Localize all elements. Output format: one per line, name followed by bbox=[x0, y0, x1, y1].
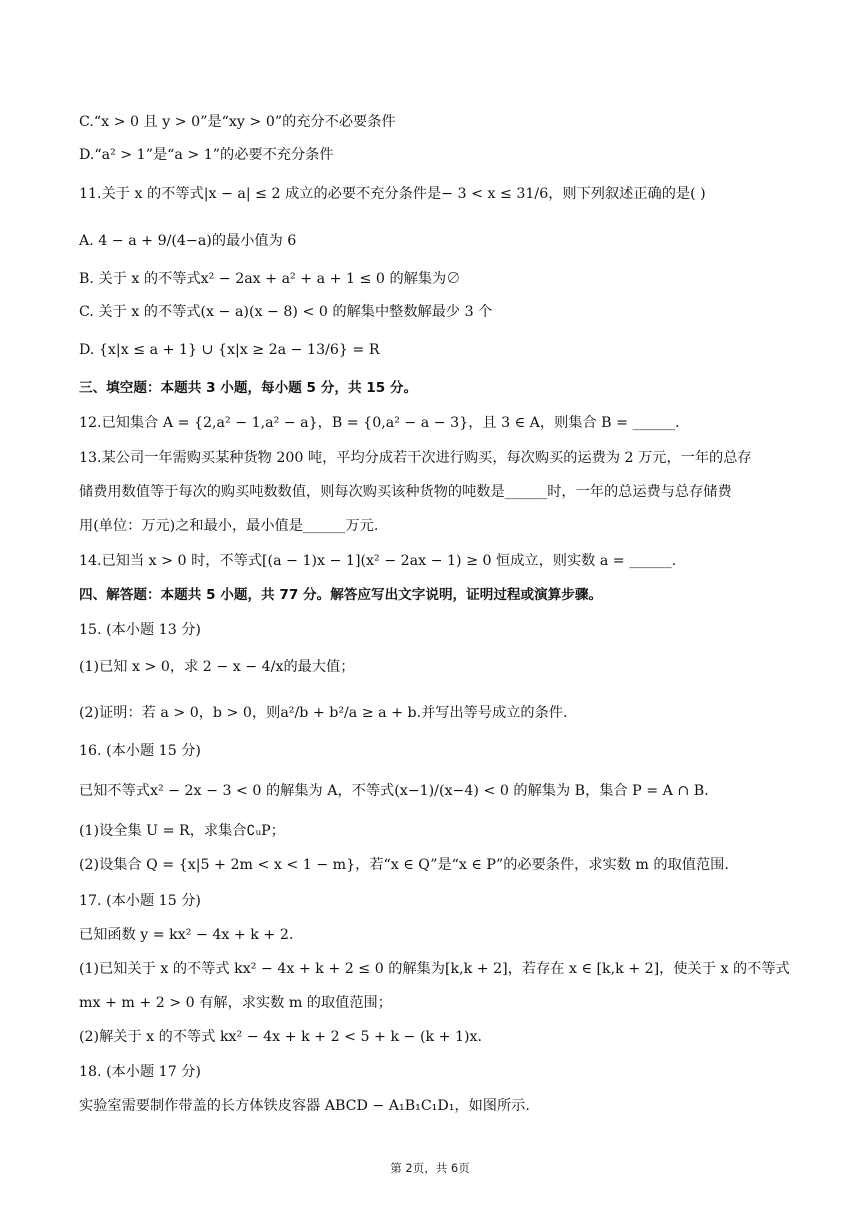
text-line: 已知不等式x² − 2x − 3 < 0 的解集为 A，不等式(x−1)/(x−4) < 0 的解集为 B，集合 P = A ∩ B. bbox=[79, 783, 709, 799]
text-line: 14.已知当 x > 0 时，不等式[(a − 1)x − 1](x² − 2ax − 1) ≥ 0 恒成立，则实数 a = ______. bbox=[79, 553, 677, 569]
text-line: 15. (本小题 13 分) bbox=[79, 622, 201, 638]
section-heading: 三、填空题：本题共 3 小题，每小题 5 分，共 15 分。 bbox=[79, 380, 418, 396]
text-line: (2)设集合 Q = {x|5 + 2m < x < 1 − m}，若“x ∈ Q”是“x ∈ P”的必要条件，求实数 m 的取值范围. bbox=[79, 857, 729, 873]
text-line: 17. (本小题 15 分) bbox=[79, 893, 201, 909]
text-line: C.“x > 0 且 y > 0”是“xy > 0”的充分不必要条件 bbox=[79, 114, 396, 130]
text-line: 13.某公司一年需购买某种货物 200 吨，平均分成若干次进行购买，每次购买的运费为 2 万元，一年的总存 bbox=[79, 450, 752, 466]
text-line: D.“a² > 1”是“a > 1”的必要不充分条件 bbox=[79, 147, 334, 163]
text-line: (1)已知关于 x 的不等式 kx² − 4x + k + 2 ≤ 0 的解集为[k,k + 2]，若存在 x ∈ [k,k + 2]，使关于 x 的不等式 bbox=[79, 961, 790, 977]
section-heading: 四、解答题：本题共 5 小题，共 77 分。解答应写出文字说明，证明过程或演算步骤。 bbox=[79, 587, 603, 603]
text-line: 用(单位：万元)之和最小，最小值是______万元. bbox=[79, 518, 379, 534]
text-line: 16. (本小题 15 分) bbox=[79, 743, 201, 759]
text-line: (1)已知 x > 0，求 2 − x − 4/x的最大值； bbox=[79, 659, 355, 675]
text-line: C. 关于 x 的不等式(x − a)(x − 8) < 0 的解集中整数解最少 3 个 bbox=[79, 304, 493, 320]
text-line: (1)设全集 U = R，求集合∁ᵤP； bbox=[79, 823, 285, 839]
text-line: 18. (本小题 17 分) bbox=[79, 1064, 201, 1080]
text-line: 11.关于 x 的不等式|x − a| ≤ 2 成立的必要不充分条件是− 3 < x ≤ 31/6，则下列叙述正确的是( ) bbox=[79, 186, 706, 202]
text-line: D. {x|x ≤ a + 1} ∪ {x|x ≥ 2a − 13/6} = R bbox=[79, 342, 380, 358]
page-footer: 第 2页，共 6页 bbox=[390, 1161, 470, 1175]
text-line: 储费用数值等于每次的购买吨数数值，则每次购买该种货物的吨数是______时，一年的总运费与总存储费 bbox=[79, 484, 732, 500]
text-line: B. 关于 x 的不等式x² − 2ax + a² + a + 1 ≤ 0 的解集为∅ bbox=[79, 271, 461, 287]
text-line: A. 4 − a + 9/(4−a)的最小值为 6 bbox=[79, 233, 297, 249]
text-line: (2)解关于 x 的不等式 kx² − 4x + k + 2 < 5 + k − (k + 1)x. bbox=[79, 1029, 483, 1045]
text-line: 12.已知集合 A = {2,a² − 1,a² − a}，B = {0,a² − a − 3}，且 3 ∈ A，则集合 B = ______. bbox=[79, 415, 680, 431]
text-line: mx + m + 2 > 0 有解，求实数 m 的取值范围； bbox=[79, 995, 392, 1011]
text-line: 已知函数 y = kx² − 4x + k + 2. bbox=[79, 927, 294, 943]
text-line: (2)证明：若 a > 0，b > 0，则a²/b + b²/a ≥ a + b.并写出等号成立的条件. bbox=[79, 705, 568, 721]
text-line: 实验室需要制作带盖的长方体铁皮容器 ABCD − A₁B₁C₁D₁，如图所示. bbox=[79, 1098, 530, 1114]
